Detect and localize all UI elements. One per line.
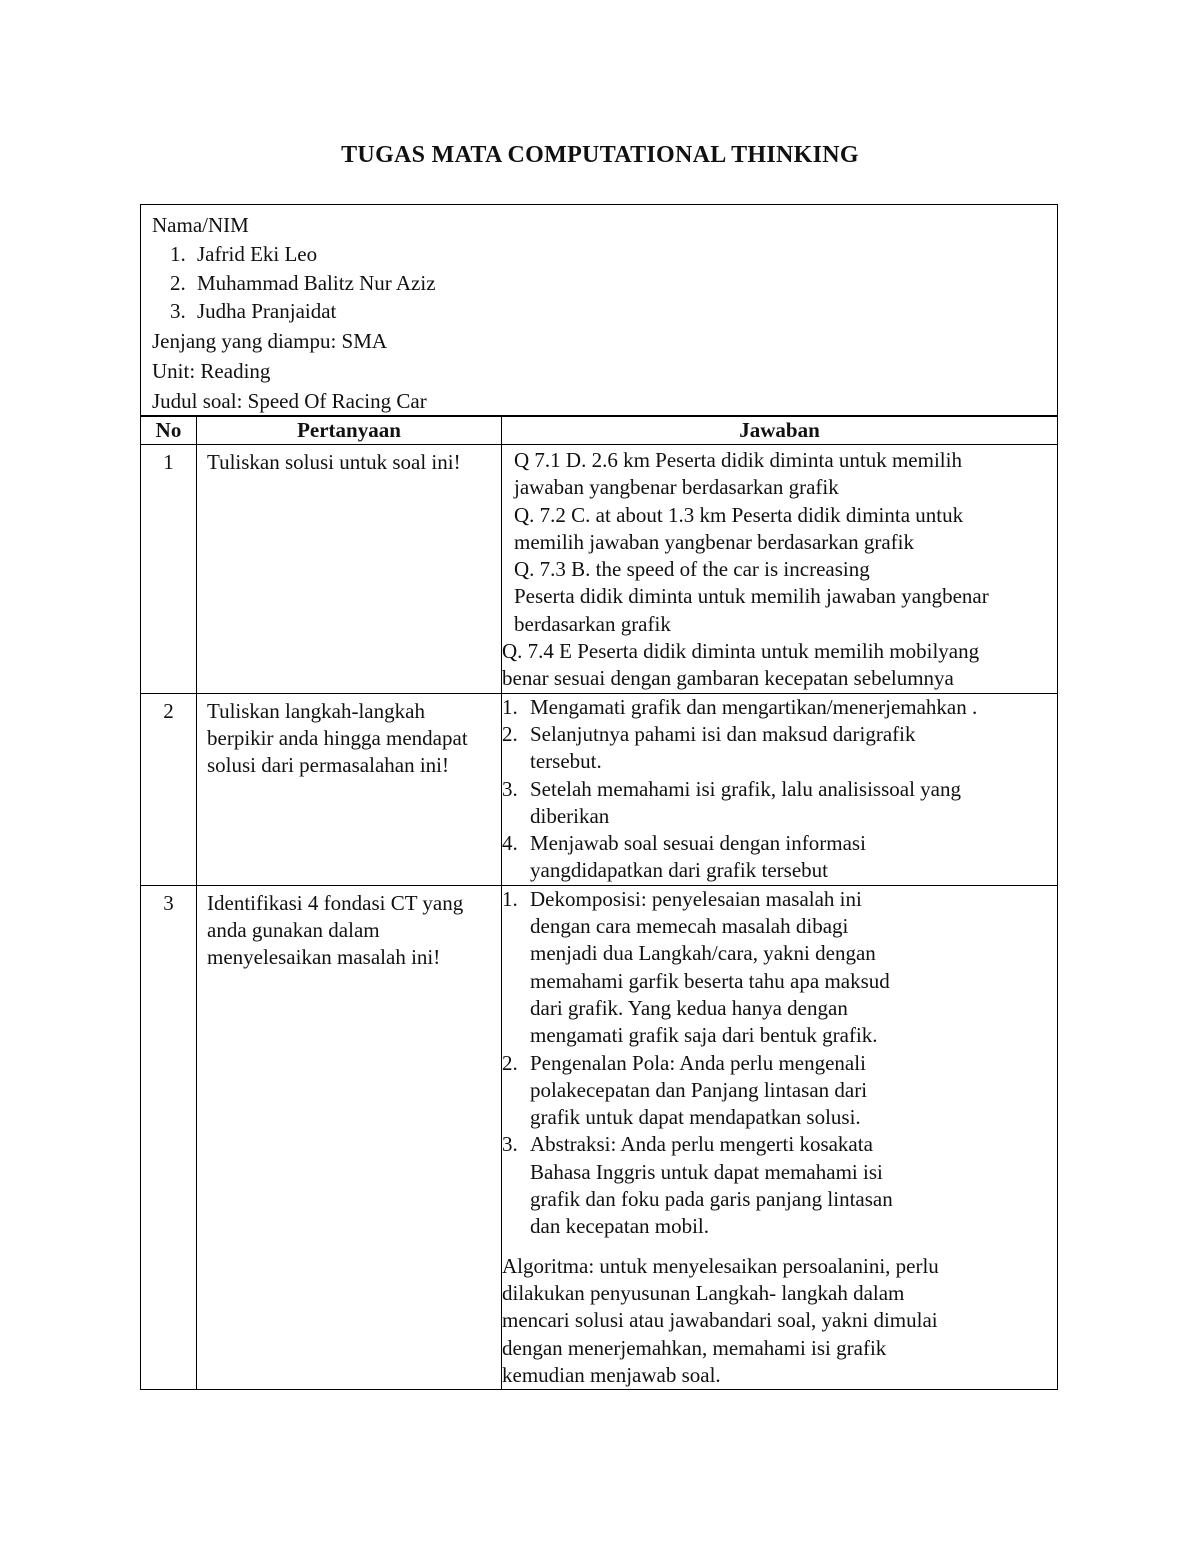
list-line: mengamati grafik saja dari bentuk grafik. xyxy=(530,1023,878,1048)
list-number: 2. xyxy=(502,1050,518,1075)
list-line: Dekomposisi: penyelesaian masalah ini xyxy=(530,886,862,911)
table-header-row xyxy=(141,416,1058,445)
answer-line: jawaban yangbenar berdasarkan grafik xyxy=(514,475,839,500)
member-name: Judha Pranjaidat xyxy=(197,299,337,323)
member-name: Jafrid Eki Leo xyxy=(197,242,318,266)
page-title: TUGAS MATA COMPUTATIONAL THINKING xyxy=(341,142,859,168)
list-line: tersebut. xyxy=(530,749,602,774)
list-line: Menjawab soal sesuai dengan informasi xyxy=(530,831,866,856)
list-item xyxy=(502,1050,1057,1132)
list-line: diberikan xyxy=(530,803,610,828)
list-item xyxy=(502,886,1057,1050)
list-line: Pengenalan Pola: Anda perlu mengenali xyxy=(530,1050,866,1075)
list-item xyxy=(502,1131,1057,1240)
row-number: 3 xyxy=(141,885,197,1389)
list-item xyxy=(502,830,1057,885)
row-question: Tuliskan langkah-langkah berpikir anda hingga mendapat solusi dari permasalahan ini! xyxy=(197,693,502,885)
list-line: dan kecepatan mobil. xyxy=(530,1214,710,1239)
answer-line: Q. 7.4 E Peserta didik diminta untuk memilih mobilyang xyxy=(502,639,980,664)
row-answer xyxy=(502,885,1058,1389)
table-row xyxy=(141,885,1058,1389)
member-item xyxy=(152,269,1057,298)
row-question: Identifikasi 4 fondasi CT yang anda gunakan dalam menyelesaikan masalah ini! xyxy=(197,885,502,1389)
answer-line: Q. 7.3 B. the speed of the car is increasing xyxy=(514,557,870,582)
member-number: 2. xyxy=(170,270,186,295)
list-line: Mengamati grafik dan mengartikan/menerjemahkan . xyxy=(530,694,978,719)
member-item xyxy=(152,297,1057,326)
header-pertanyaan: Pertanyaan xyxy=(197,416,502,445)
member-number: 1. xyxy=(170,242,186,266)
list-line: menjadi dua Langkah/cara, yakni dengan xyxy=(530,941,876,966)
list-item xyxy=(502,694,1057,721)
table-row xyxy=(141,445,1058,694)
list-number: 2. xyxy=(502,721,518,746)
list-number: 1. xyxy=(502,886,518,911)
document-table xyxy=(140,204,1058,1390)
row-answer xyxy=(502,693,1058,885)
list-line: Setelah memahami isi grafik, lalu analisissoal yang xyxy=(530,776,961,801)
list-line: Bahasa Inggris untuk dapat memahami isi xyxy=(530,1159,883,1184)
list-line: polakecepatan dan Panjang lintasan dari xyxy=(530,1077,868,1102)
member-number: 3. xyxy=(170,299,186,323)
algoritma-line: kemudian menjawab soal. xyxy=(502,1362,721,1387)
answer-line: Q. 7.2 C. at about 1.3 km Peserta didik diminta untuk xyxy=(514,502,964,527)
algoritma-line: dengan menerjemahkan, memahami isi grafik xyxy=(502,1335,887,1360)
row-number: 1 xyxy=(141,445,197,694)
list-line: dengan cara memecah masalah dibagi xyxy=(530,914,849,939)
judul-line: Judul soal: Speed Of Racing Car xyxy=(152,388,427,413)
algoritma-line: Algoritma: untuk menyelesaikan persoalanini, perlu xyxy=(502,1253,939,1278)
jenjang-line: Jenjang yang diampu: SMA xyxy=(152,328,388,353)
member-item xyxy=(152,240,1057,269)
row-number: 2 xyxy=(141,693,197,885)
header-no: No xyxy=(141,416,197,445)
row-answer xyxy=(502,445,1058,694)
answer-line: berdasarkan grafik xyxy=(514,611,671,636)
list-item xyxy=(502,776,1057,831)
answer-line: memilih jawaban yangbenar berdasarkan grafik xyxy=(514,529,914,554)
algoritma-line: mencari solusi atau jawabandari soal, yakni dimulai xyxy=(502,1308,938,1333)
list-number: 4. xyxy=(502,831,518,856)
list-number: 3. xyxy=(502,776,518,801)
row-question: Tuliskan solusi untuk soal ini! xyxy=(197,445,502,694)
list-line: yangdidapatkan dari grafik tersebut xyxy=(530,858,828,883)
table-row xyxy=(141,693,1058,885)
list-number: 3. xyxy=(502,1132,518,1157)
info-box xyxy=(140,204,1058,417)
list-item xyxy=(502,721,1057,776)
member-name: Muhammad Balitz Nur Aziz xyxy=(197,270,436,295)
algoritma-line: dilakukan penyusunan Langkah- langkah dalam xyxy=(502,1280,905,1305)
list-line: dari grafik. Yang kedua hanya dengan xyxy=(530,995,848,1020)
header-jawaban: Jawaban xyxy=(502,416,1058,445)
list-line: grafik dan foku pada garis panjang lintasan xyxy=(530,1187,893,1212)
unit-line: Unit: Reading xyxy=(152,358,271,383)
list-line: Selanjutnya pahami isi dan maksud darigrafik xyxy=(530,721,916,746)
list-number: 1. xyxy=(502,694,518,719)
list-line: grafik untuk dapat mendapatkan solusi. xyxy=(530,1105,861,1130)
qa-table xyxy=(140,415,1058,1390)
list-line: memahami garfik beserta tahu apa maksud xyxy=(530,968,890,993)
list-line: Abstraksi: Anda perlu mengerti kosakata xyxy=(530,1132,873,1157)
nama-label: Nama/NIM xyxy=(152,213,249,237)
answer-line: Q 7.1 D. 2.6 km Peserta didik diminta untuk memilih xyxy=(514,448,962,472)
answer-line: Peserta didik diminta untuk memilih jawaban yangbenar xyxy=(514,584,989,609)
answer-line: benar sesuai dengan gambaran kecepatan sebelumnya xyxy=(502,666,954,691)
